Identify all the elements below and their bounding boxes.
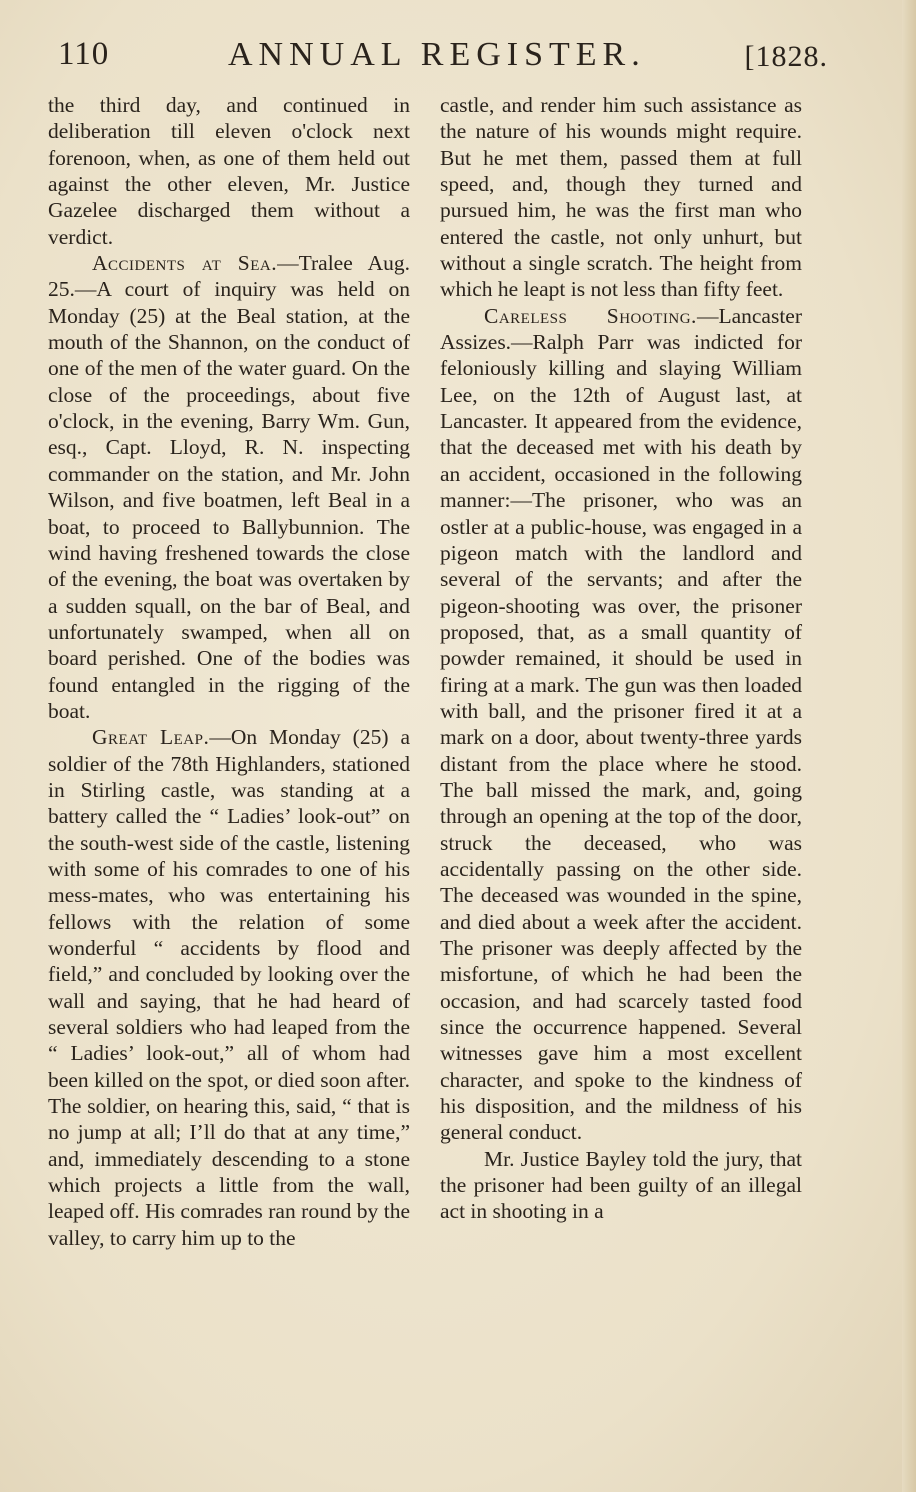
paragraph-great-leap <box>48 724 410 1251</box>
page-edge <box>902 0 916 1492</box>
year-marker: [1828. <box>744 40 828 73</box>
paragraph: castle, and render him such assistance as the nature of his wounds might require. But he met them, passed them at full speed, and, though they turned and pursued him, he was the first man who entered the castle, not only unhurt, but without a single scratch. The height from which he leapt is not less than fifty feet. <box>440 93 802 302</box>
page-header <box>58 36 828 84</box>
running-title: ANNUAL REGISTER. <box>228 36 646 73</box>
paragraph-text: —On Monday (25) a soldier of the 78th Highlanders, stationed in Stirling castle, was standing at a battery called the “ Ladies’ look-out” on the south-west side of the castle, listening with some of his comrades to one of his mess-mates, who was entertaining his fellows with the relation of some wonderful “ accidents by flood and field,” and concluded by looking over the wall and saying, that he had heard of several soldiers who had leaped from the “ Ladies’ look-out,” all of whom had been killed on the spot, or died soon after. The soldier, on hearing this, said, “ that is no jump at all; I’ll do that at any time,” and, immediately descending to a stone which projects a little from the wall, leaped off. His comrades ran round by the valley, to carry him up to the <box>48 725 410 1250</box>
left-column <box>48 92 410 1251</box>
page-number: 110 <box>58 36 110 72</box>
paragraph-careless-shooting <box>440 303 802 1146</box>
paragraph-text: —Tralee Aug. 25.—A court of inquiry was held on Monday (25) at the Beal station, at the mouth of the Shannon, on the conduct of one of the men of the water guard. On the close of the proceedings, about five o'clock, in the evening, Barry Wm. Gun, esq., Capt. Lloyd, R. N. inspecting commander on the station, and Mr. John Wilson, and five boatmen, left Beal in a boat, to proceed to Ballybunnion. The wind having freshened towards the close of the evening, the boat was overtaken by a sudden squall, on the bar of Beal, and unfortunately swamped, when all on board perished. One of the bodies was found entangled in the rigging of the boat. <box>48 251 410 723</box>
right-column <box>440 92 802 1225</box>
paragraph-text: —Lancaster Assizes.—Ralph Parr was indicted for feloniously killing and slaying William Lee, on the 12th of August last, at Lancaster. It appeared from the evidence, that the deceased met with his death by an accident, occasioned in the following manner:—The prisoner, who was an ostler at a public-house, was engaged in a pigeon match with the landlord and several of the servants; and after the pigeon-shooting was over, the prisoner proposed, that, as a small quantity of powder remained, it should be used in firing at a mark. The gun was then loaded with ball, and the prisoner fired it at a mark on a door, about twenty-three yards distant from the place where he stood. The ball missed the mark, and, going through an opening at the top of the door, struck the deceased, who was accidentally passing on the other side. The deceased was wounded in the spine, and died about a week after the accident. The prisoner was deeply affected by the misfortune, of which he had been the occasion, and had scarcely tasted food since the occurrence happened. Several witnesses gave him a most excellent character, and spoke to the kindness of his disposition, and the mildness of his general conduct. <box>440 303 802 1145</box>
paragraph: the third day, and continued in deliberation till eleven o'clock next forenoon, when, as one of them held out against the other eleven, Mr. Justice Gazelee discharged them without a verdict. <box>48 93 410 249</box>
section-heading: Great Leap. <box>92 725 210 750</box>
paragraph: Mr. Justice Bayley told the jury, that the prisoner had been guilty of an illegal act in shooting in a <box>440 1146 802 1224</box>
paragraph-accidents-at-sea <box>48 250 410 724</box>
section-heading: Accidents at Sea. <box>92 251 278 276</box>
section-heading: Careless Shooting. <box>484 303 697 328</box>
